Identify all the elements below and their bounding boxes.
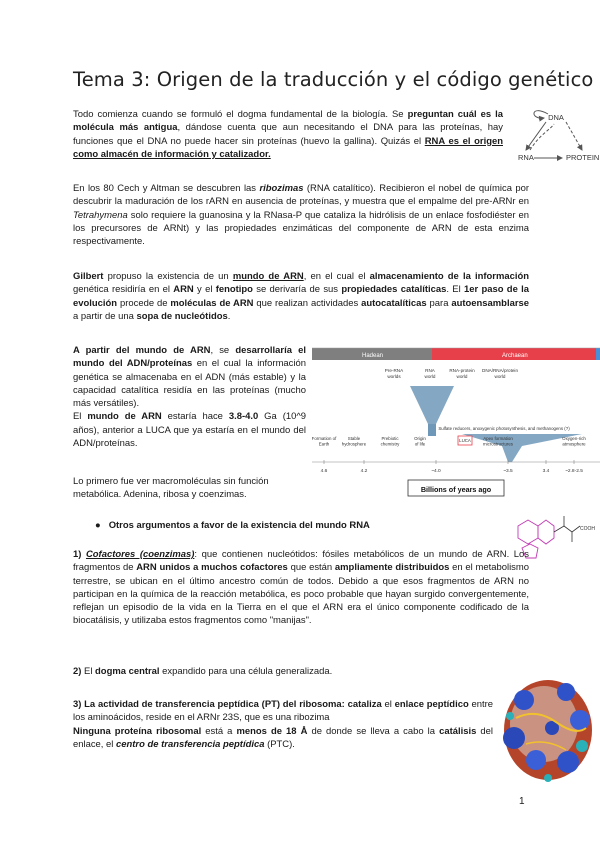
dna-label: DNA <box>548 113 564 122</box>
paragraph-ribozymes: En los 80 Cech y Altman se descubren las ribozimas (RNA catalítico). Recibieron el nobel de química por descubrir la maduración de los rARN en ausencia de proteínas, y muestra que el empalme del pre-ARNr en Tetrahymena solo requiere la guanosina y la RNasa-P que cataliza la hidrólisis de un enlace fosfodiéster en los precursores de ARNt) y las propiedades enzimáticas del componente de ARN de esta enzima respectivamente. <box>73 183 529 248</box>
axis-tick-label: 3.4 <box>542 469 550 474</box>
axis-tick-label: ~3.5 <box>503 469 513 474</box>
protein-label: PROTEIN <box>566 153 600 162</box>
cooh-label: COOH <box>580 526 595 532</box>
bullet-icon: ● <box>95 520 101 531</box>
paragraph-peptidyl-transfer: 3) La actividad de transferencia peptídica (PT) del ribosoma: cataliza el enlace peptídico entre los aminoácidos, reside en el ARNr 23S, que es una ribozima Ninguna proteína ribosomal está a menos de 18 Å de donde se lleva a cabo la catálisis del enlace, el centro de transferencia peptídica (PTC). <box>73 699 494 750</box>
world-label-2: RNA world <box>424 368 436 379</box>
event-hydrosphere: Stable hydrosphere <box>341 436 367 447</box>
archaean-label: Archaean <box>502 353 528 359</box>
world-label-1: Pre-RNA worlds <box>384 368 404 379</box>
axis-tick-label: ~4.0 <box>431 469 441 474</box>
event-luca: LUCA <box>459 438 471 443</box>
event-oxygen: Oxygen-rich atmosphere <box>562 436 586 447</box>
world-label-4: DNA/RNA/protein world <box>482 368 518 379</box>
page-title: Tema 3: Origen de la traducción y el código genético <box>73 68 594 91</box>
paragraph-central-dogma: 2) El dogma central expandido para una célula generalizada. <box>73 666 333 677</box>
axis-tick-label: 4.6 <box>320 469 328 474</box>
event-apex: Apex formation microstructures <box>482 436 514 447</box>
paragraph-cofactors: 1) Cofactores (coenzimas): que contienen nucleótidos: fósiles metabólicos de un mundo de ARN. Los fragmentos de ARN unidos a muchos cofactores que están ampliamente distribuidos en el metabolismo terrestre, se ubican en el último ancestro común de todos. Debido a que esos fragmentos de ARN no participan en la química de la reacción metabólica, es poco probable que hayan surgido convergentemente, reflejan un episodio de la vida en la Tierra en el que el ARN era el único componente codificado de la biocatálisis, y utilizaba estos fragmentos como "manijas". <box>73 549 530 627</box>
proterozoic-bar <box>596 348 600 360</box>
axis-tick-label: ~2.8-2.5 <box>565 469 583 474</box>
axis-label: Billions of years ago <box>420 485 492 494</box>
page-number: 1 <box>519 796 525 807</box>
world-label-3: RNA-protein world <box>449 368 475 379</box>
paragraph-dna-world: A partir del mundo de ARN, se desarrollaría el mundo del ADN/proteínas en el cual la información genética se almacenaba en el ADN (más estable) y la capacidad catalítica residía en las proteínas (mucho más versátiles). El mundo de ARN estaría hace 3.8-4.0 Ga (10^9 años), anterior a LUCA que ya estaría en el mundo del ADN/proteínas. <box>73 345 307 450</box>
event-origin-life: Origin of life <box>414 436 426 447</box>
event-formation-earth: Formation of Earth <box>312 436 337 447</box>
paragraph-dogma: Todo comienza cuando se formuló el dogma fundamental de la biología. Se preguntan cuál es la molécula más antigua, dándose cuenta que aun necesitando el DNA para las proteínas, hay funciones que el DNA no puede hacer sin proteínas (huevo la gallina). Quizás el RNA es el origen como almacén de información y catalizador. <box>73 109 503 160</box>
bullet-other-arguments: ● Otros argumentos a favor de la existencia del mundo RNA <box>95 520 370 531</box>
central-dogma-diagram <box>510 104 600 168</box>
axis-tick-label: 4.2 <box>360 469 368 474</box>
ribosome-image <box>496 668 600 786</box>
sulfate-note: Sulfate reducers, anoxygenic photosynthesis, and methanogens (?) <box>438 426 570 431</box>
paragraph-rna-world: Gilbert propuso la existencia de un mundo de ARN, en el cual el almacenamiento de la información genética residiría en el ARN y el fenotipo se derivaría de sus propiedades catalíticas. El 1er paso de la evolución procede de moléculas de ARN que realizan actividades autocatalíticas para autoensamblarse a partir de una sopa de nucleótidos. <box>73 271 529 322</box>
paragraph-macromolecules: Lo primero fue ver macromoléculas sin función metabólica. Adenina, ribosa y coenzimas. <box>73 476 269 501</box>
hadean-label: Hadean <box>362 353 384 359</box>
event-prebiotic: Prebiotic chemistry <box>380 436 400 447</box>
origin-of-life-timeline <box>312 344 600 514</box>
rna-label: RNA <box>518 153 534 162</box>
